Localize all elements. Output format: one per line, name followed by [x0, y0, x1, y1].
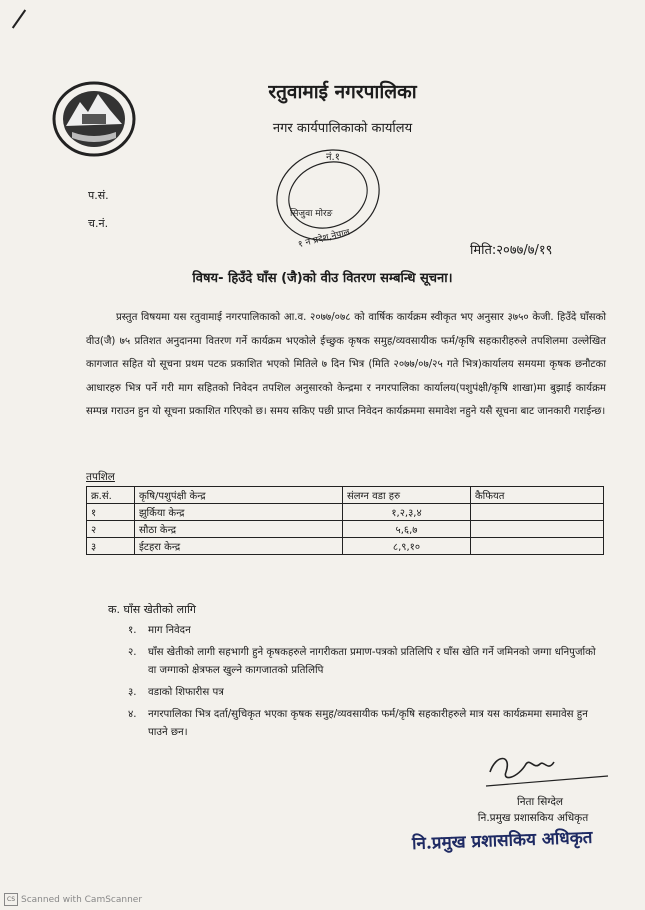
table-row	[87, 538, 604, 555]
header-serial: क्र.सं.	[87, 487, 135, 504]
office-name: नगर कार्यपालिकाको कार्यालय	[272, 121, 413, 136]
notice-body: प्रस्तुत विषयमा यस रतुवामाई नगरपालिकाको आ.व. २०७७/०७८ को वार्षिक कार्यक्रम स्वीकृत भए अनुसार ३७५० केजी. हिउँदे घाँसको वीउ(जै) ७५ प्रतिशत अनुदानमा वितरण गर्ने कार्यक्रम भएकोले ईच्छुक कृषक समुह/व्यवसायीक फर्म/कृषि सहकारीहरुले तपशिलमा उल्लेखित कागजात सहित यो सूचना प्रथम पटक प्रकाशित भएको मितिले ७ दिन भित्र (मिति २०७७/०७/२५ गते भित्र)कार्यालय समयमा कृषक छनौटका आधारहरु भित्र पर्ने गरी माग सहितको निवेदन तपशिल अनुसारको केन्द्रमा र नगरपालिका कार्यालय(पशुपंक्षी/कृषि शाखा)मा बुझाई कार्यक्रम सम्पन्न गराउन हुन यो सूचना प्रकाशित गरिएको छ। समय सकिए पछी प्राप्त निवेदन कार्यक्रममा समावेश नहुने यसै सूचना बाट जानकारी गराईन्छ।	[86, 312, 606, 417]
table-header-row	[87, 487, 604, 504]
signatory-title: नि.प्रमुख प्रशासकिय अधिकृत	[477, 812, 589, 824]
municipality-name: रतुवामाई नगरपालिका	[268, 81, 417, 103]
table-row	[87, 504, 604, 521]
header-wards: संलग्न वडा हरु	[343, 487, 471, 504]
signatory-name: निता सिग्देल	[516, 796, 564, 808]
item-text: घाँस खेतीको लागी सहभागी हुने कृषकहरुले नागरीकता प्रमाण-पत्रको प्रतिलिपि र घाँस खेति गर्ने जमिनको जग्गा धनिपुर्जाको वा जग्गाको क्षेत्रफल खुल्ने कागजातको प्रतिलिपि	[148, 647, 596, 676]
header-remarks: कैफियत	[471, 487, 604, 504]
item-number: ४.	[128, 709, 137, 720]
row-center: ईटहरा केन्द्र	[135, 538, 343, 555]
item-number: ३.	[128, 687, 137, 698]
row-serial: २	[87, 521, 135, 538]
scanner-watermark	[4, 893, 142, 906]
row-center: झुर्किया केन्द्र	[135, 504, 343, 521]
dispatch-number-label: च.नं.	[88, 217, 109, 230]
row-wards: ५,६,७	[343, 521, 471, 538]
requirements-list	[128, 622, 606, 742]
row-wards: १,२,३,४	[343, 504, 471, 521]
row-serial: १	[87, 504, 135, 521]
row-wards: ८,९,१०	[343, 538, 471, 555]
table-label: तपशिल	[86, 471, 115, 483]
row-center: सौठा केन्द्र	[135, 521, 343, 538]
handwritten-signature	[482, 750, 612, 790]
designation-stamp: नि.प्रमुख प्रशासकिय अधिकृत	[411, 827, 593, 855]
notice-date: मिति:२०७७/७/१९	[470, 243, 553, 258]
stamp-number: नं.१	[326, 152, 340, 163]
list-item	[128, 622, 606, 640]
stamp-place: सिजुवा मोरङ	[290, 209, 333, 219]
row-remarks	[471, 504, 604, 521]
list-item	[128, 706, 606, 742]
office-stamp	[268, 140, 388, 250]
item-text: नगरपालिका भित्र दर्ता/सुचिकृत भएका कृषक समुह/व्यवसायीक फर्म/कृषि सहकारीहरुले मात्र यस कार्यक्रममा समावेस हुन पाउने छन।	[148, 709, 588, 738]
item-number: १.	[128, 625, 137, 636]
row-remarks	[471, 538, 604, 555]
header-center: कृषि/पशुपंक्षी केन्द्र	[135, 487, 343, 504]
camscanner-icon: CS	[4, 893, 18, 906]
row-remarks	[471, 521, 604, 538]
table-row	[87, 521, 604, 538]
stamp-province: १ न प्रदेश,नेपाल	[297, 227, 351, 250]
item-number: २.	[128, 647, 137, 658]
row-serial: ३	[87, 538, 135, 555]
item-text: वडाको शिफारीस पत्र	[148, 687, 224, 698]
scanner-text: Scanned with CamScanner	[21, 894, 143, 905]
notice-subject: विषय- हिउँदे घाँस (जै)को वीउ वितरण सम्बन्धि सूचना।	[192, 271, 453, 286]
pen-mark	[12, 9, 26, 28]
item-text: माग निवेदन	[148, 625, 191, 636]
list-item	[128, 644, 606, 680]
distribution-table	[86, 486, 604, 555]
list-item	[128, 684, 606, 702]
letter-number-label: प.सं.	[88, 189, 109, 202]
requirements-heading: क. घाँस खेतीको लागि	[108, 603, 196, 616]
